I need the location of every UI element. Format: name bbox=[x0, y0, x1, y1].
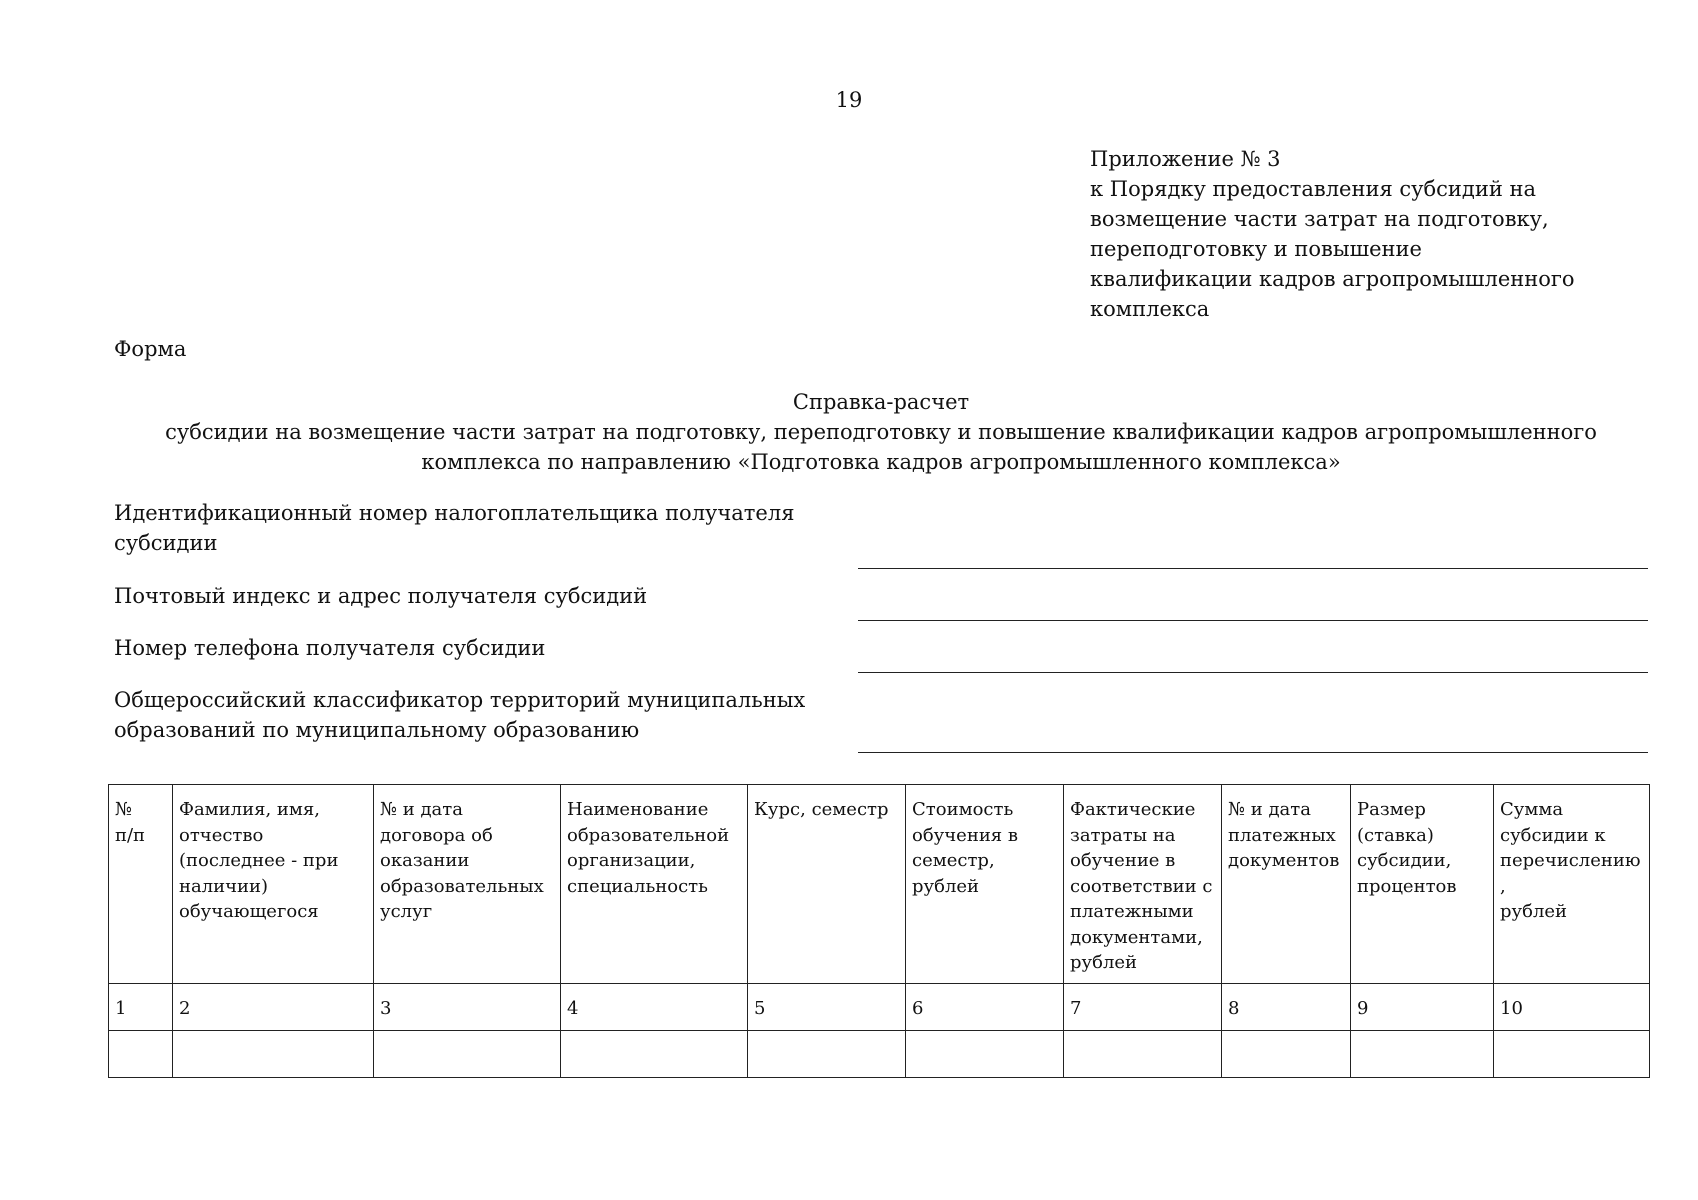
header-line: рублей bbox=[912, 875, 980, 897]
header-line: образовательной bbox=[567, 824, 730, 846]
header-cell-rate bbox=[1351, 785, 1494, 984]
header-line: процентов bbox=[1357, 875, 1457, 897]
header-line: Наименование bbox=[567, 799, 709, 820]
field-label-line: субсидии bbox=[114, 531, 218, 555]
header-line: образовательных bbox=[380, 875, 544, 897]
field-address-label bbox=[114, 581, 647, 611]
table-cell[interactable] bbox=[173, 1031, 374, 1078]
table-cell[interactable] bbox=[561, 1031, 748, 1078]
title-heading: Справка-расчет bbox=[792, 390, 970, 414]
header-line: (ставка) bbox=[1357, 824, 1434, 846]
header-line: Размер bbox=[1357, 799, 1426, 820]
field-label-line: Идентификационный номер налогоплательщика получателя bbox=[114, 501, 795, 525]
field-inn-input[interactable] bbox=[858, 568, 1648, 569]
header-line: обучение в bbox=[1070, 850, 1176, 871]
appendix-line: квалификации кадров агропромышленного bbox=[1090, 267, 1575, 291]
table-cell[interactable] bbox=[906, 1031, 1064, 1078]
table-cell[interactable] bbox=[109, 1031, 173, 1078]
header-line: Фамилия, имя, bbox=[179, 799, 320, 820]
header-line: рублей bbox=[1500, 901, 1568, 922]
field-address-input[interactable] bbox=[858, 620, 1648, 621]
header-line: услуг bbox=[380, 901, 433, 922]
header-line: документами, bbox=[1070, 926, 1203, 948]
header-cell-contract bbox=[374, 785, 561, 984]
header-cell-number bbox=[109, 785, 173, 984]
header-line: Сумма bbox=[1500, 799, 1564, 820]
table-cell[interactable] bbox=[1064, 1031, 1222, 1078]
header-cell-actual-costs bbox=[1064, 785, 1222, 984]
header-line: соответствии с bbox=[1070, 875, 1213, 897]
column-number-cell: 8 bbox=[1222, 984, 1351, 1031]
field-oktmo-label bbox=[114, 685, 805, 745]
document-title bbox=[114, 387, 1648, 477]
header-cell-cost bbox=[906, 785, 1064, 984]
table-cell[interactable] bbox=[1222, 1031, 1351, 1078]
header-line: № и дата bbox=[1228, 799, 1311, 820]
title-line: субсидии на возмещение части затрат на подготовку, переподготовку и повышение квалификации кадров агропромышленного bbox=[165, 420, 1597, 444]
column-number-cell: 7 bbox=[1064, 984, 1222, 1031]
column-number-cell: 2 bbox=[173, 984, 374, 1031]
table-cell[interactable] bbox=[1494, 1031, 1650, 1078]
field-label-line: Почтовый индекс и адрес получателя субсидий bbox=[114, 584, 648, 608]
column-number-cell: 5 bbox=[748, 984, 906, 1031]
field-phone-label bbox=[114, 633, 545, 663]
header-line: платежными bbox=[1070, 901, 1194, 922]
header-cell-organization bbox=[561, 785, 748, 984]
appendix-block bbox=[1090, 144, 1650, 324]
header-line: обучения в bbox=[912, 824, 1019, 846]
appendix-line: комплекса bbox=[1090, 297, 1210, 321]
column-number-cell: 9 bbox=[1351, 984, 1494, 1031]
column-number-cell: 6 bbox=[906, 984, 1064, 1031]
subsidy-table bbox=[108, 784, 1650, 1078]
column-number-cell: 1 bbox=[109, 984, 173, 1031]
header-cell-subsidy-sum bbox=[1494, 785, 1650, 984]
header-line: затраты на bbox=[1070, 824, 1176, 846]
column-number-cell: 10 bbox=[1494, 984, 1650, 1031]
header-line: платежных bbox=[1228, 824, 1336, 846]
table-cell[interactable] bbox=[748, 1031, 906, 1078]
table-header-row bbox=[109, 785, 1650, 984]
table-row bbox=[109, 1031, 1650, 1078]
column-number-cell: 3 bbox=[374, 984, 561, 1031]
title-line: комплекса по направлению «Подготовка кадров агропромышленного комплекса» bbox=[421, 450, 1341, 474]
header-line: рублей bbox=[1070, 952, 1138, 973]
field-label-line: Общероссийский классификатор территорий муниципальных bbox=[114, 688, 806, 712]
header-line: оказании bbox=[380, 850, 470, 871]
appendix-line: переподготовку и повышение bbox=[1090, 237, 1422, 261]
form-label: Форма bbox=[114, 337, 187, 361]
header-cell-student-name bbox=[173, 785, 374, 984]
appendix-line: Приложение № 3 bbox=[1090, 147, 1281, 171]
header-line: обучающегося bbox=[179, 901, 319, 922]
appendix-line: к Порядку предоставления субсидий на bbox=[1090, 177, 1537, 201]
header-line: (последнее - при bbox=[179, 850, 339, 871]
table-cell[interactable] bbox=[374, 1031, 561, 1078]
header-line: документов bbox=[1228, 850, 1340, 871]
header-line: Фактические bbox=[1070, 799, 1196, 820]
header-cell-payment-docs bbox=[1222, 785, 1351, 984]
header-line: организации, bbox=[567, 850, 696, 871]
column-number-cell: 4 bbox=[561, 984, 748, 1031]
field-phone-input[interactable] bbox=[858, 672, 1648, 673]
header-line: субсидии к bbox=[1500, 824, 1606, 846]
header-line: семестр, bbox=[912, 850, 995, 871]
header-line: п/п bbox=[115, 824, 146, 846]
table-cell[interactable] bbox=[1351, 1031, 1494, 1078]
field-label-line: образований по муниципальному образованию bbox=[114, 718, 640, 742]
header-line: наличии) bbox=[179, 875, 269, 897]
header-line: № bbox=[115, 799, 133, 820]
header-line: субсидии, bbox=[1357, 850, 1452, 871]
header-line: специальность bbox=[567, 875, 708, 897]
field-oktmo-input[interactable] bbox=[858, 752, 1648, 753]
header-line: отчество bbox=[179, 824, 264, 846]
header-line: перечислению, bbox=[1500, 850, 1641, 897]
page-number: 19 bbox=[835, 88, 863, 112]
field-inn-label bbox=[114, 498, 794, 558]
appendix-line: возмещение части затрат на подготовку, bbox=[1090, 207, 1549, 231]
field-label-line: Номер телефона получателя субсидии bbox=[114, 636, 546, 660]
header-cell-course bbox=[748, 785, 906, 984]
header-line: договора об bbox=[380, 824, 493, 846]
column-number-row bbox=[109, 984, 1650, 1031]
header-line: Стоимость bbox=[912, 799, 1014, 820]
header-line: № и дата bbox=[380, 799, 463, 820]
header-line: Курс, семестр bbox=[754, 799, 889, 820]
